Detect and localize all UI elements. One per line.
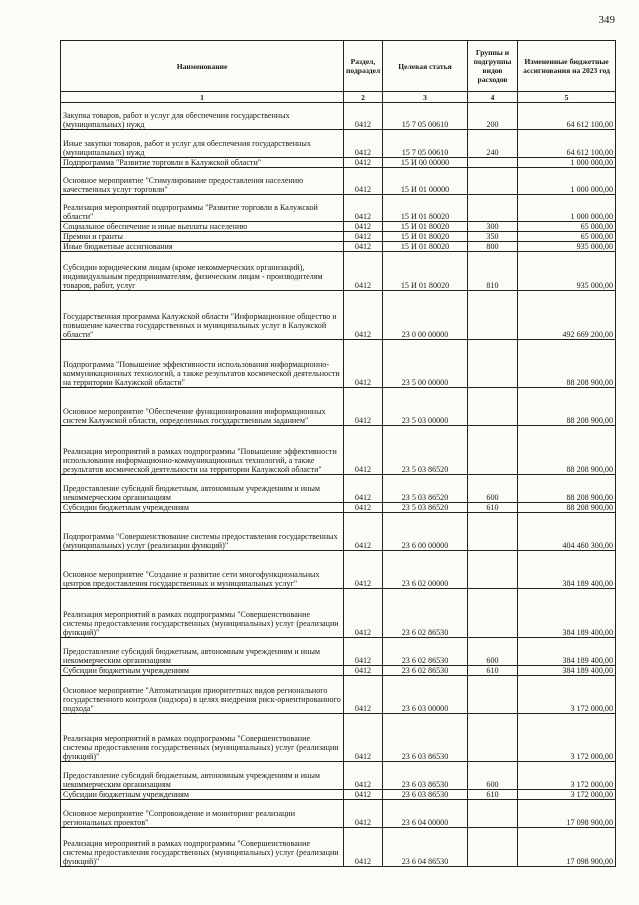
row-section: 0412 <box>344 291 383 340</box>
row-name: Предоставление субсидий бюджетным, автономным учреждениям и иным некоммерческим организациям <box>61 475 344 503</box>
row-expense-group <box>468 291 518 340</box>
row-amount: 384 189 400,00 <box>518 638 616 666</box>
row-name: Основное мероприятие "Сопровождение и мониторинг реализации региональных проектов" <box>61 800 344 828</box>
row-name: Основное мероприятие "Стимулирование предоставления населению качественных услуг торговли" <box>61 168 344 195</box>
column-number: 2 <box>344 92 383 103</box>
row-name: Субсидии бюджетным учреждениям <box>61 503 344 513</box>
header-amount: Измененные бюджетные ассигнования на 2023 год <box>518 41 616 92</box>
row-expense-group <box>468 158 518 168</box>
row-name: Основное мероприятие "Создание и развитие сети многофункциональных центров предоставления государственных и муниципальных услуг" <box>61 551 344 589</box>
row-target-article: 15 7 05 00610 <box>383 103 468 130</box>
header-name: Наименование <box>61 41 344 92</box>
row-name: Подпрограмма "Совершенствование системы предоставления государственных (муниципальных) услуг (реализации функций)" <box>61 513 344 551</box>
table-row <box>61 676 616 714</box>
row-section: 0412 <box>344 232 383 242</box>
header-group: Группы и подгруппы видов расходов <box>468 41 518 92</box>
column-number: 5 <box>518 92 616 103</box>
row-name: Реализация мероприятий в рамках подпрограммы "Совершенствование системы предоставления государственных (муниципальных) услуг (реализации функций)" <box>61 714 344 762</box>
row-target-article: 15 И 01 80020 <box>383 252 468 291</box>
table-row <box>61 503 616 513</box>
row-name: Социальное обеспечение и иные выплаты населению <box>61 222 344 232</box>
row-target-article: 23 5 03 86520 <box>383 475 468 503</box>
row-expense-group: 610 <box>468 503 518 513</box>
row-expense-group: 810 <box>468 252 518 291</box>
row-section: 0412 <box>344 800 383 828</box>
row-expense-group <box>468 168 518 195</box>
row-target-article: 23 6 03 86530 <box>383 714 468 762</box>
row-expense-group <box>468 388 518 426</box>
column-number: 1 <box>61 92 344 103</box>
row-expense-group: 300 <box>468 222 518 232</box>
table-row <box>61 589 616 638</box>
budget-table <box>60 40 616 867</box>
row-name: Подпрограмма "Развитие торговли в Калужской области" <box>61 158 344 168</box>
row-section: 0412 <box>344 388 383 426</box>
table-row <box>61 232 616 242</box>
table-row <box>61 638 616 666</box>
row-target-article: 15 И 01 80020 <box>383 232 468 242</box>
row-name: Реализация мероприятий подпрограммы "Развитие торговли в Калужской области" <box>61 195 344 222</box>
row-target-article: 23 6 02 00000 <box>383 551 468 589</box>
row-section: 0412 <box>344 252 383 291</box>
row-expense-group <box>468 513 518 551</box>
row-target-article: 23 6 03 86530 <box>383 790 468 800</box>
row-target-article: 23 6 03 86530 <box>383 762 468 790</box>
row-section: 0412 <box>344 222 383 232</box>
row-name: Иные бюджетные ассигнования <box>61 242 344 252</box>
table-row <box>61 242 616 252</box>
row-name: Реализация мероприятий в рамках подпрограммы "Совершенствование системы предоставления государственных (муниципальных) услуг (реализации функций)" <box>61 589 344 638</box>
row-amount: 88 208 900,00 <box>518 503 616 513</box>
row-section: 0412 <box>344 828 383 867</box>
row-amount: 384 189 400,00 <box>518 666 616 676</box>
row-section: 0412 <box>344 714 383 762</box>
table-row <box>61 158 616 168</box>
row-name: Субсидии юридическим лицам (кроме некоммерческих организаций), индивидуальным предпринимателям, физическим лицам - производителям товаров, работ, услуг <box>61 252 344 291</box>
row-section: 0412 <box>344 475 383 503</box>
row-expense-group: 350 <box>468 232 518 242</box>
row-amount: 64 612 100,00 <box>518 130 616 158</box>
row-target-article: 23 6 04 86530 <box>383 828 468 867</box>
table-row <box>61 790 616 800</box>
table-row <box>61 762 616 790</box>
row-expense-group: 600 <box>468 638 518 666</box>
row-amount: 384 189 400,00 <box>518 551 616 589</box>
page-number: 349 <box>598 14 615 26</box>
row-target-article: 15 И 01 80020 <box>383 222 468 232</box>
row-amount: 492 669 200,00 <box>518 291 616 340</box>
column-numbers-row <box>61 92 616 103</box>
table-row <box>61 222 616 232</box>
row-section: 0412 <box>344 242 383 252</box>
row-expense-group: 600 <box>468 762 518 790</box>
table-row <box>61 426 616 475</box>
row-section: 0412 <box>344 195 383 222</box>
row-amount: 935 000,00 <box>518 252 616 291</box>
row-name: Реализация мероприятий в рамках подпрограммы "Совершенствование системы предоставления государственных (муниципальных) услуг (реализации функций)" <box>61 828 344 867</box>
row-amount: 1 000 000,00 <box>518 168 616 195</box>
row-amount: 935 000,00 <box>518 242 616 252</box>
row-name: Субсидии бюджетным учреждениям <box>61 790 344 800</box>
row-expense-group: 240 <box>468 130 518 158</box>
row-amount: 65 000,00 <box>518 222 616 232</box>
row-section: 0412 <box>344 130 383 158</box>
row-expense-group <box>468 828 518 867</box>
row-section: 0412 <box>344 103 383 130</box>
column-number: 4 <box>468 92 518 103</box>
row-amount: 3 172 000,00 <box>518 714 616 762</box>
row-section: 0412 <box>344 638 383 666</box>
row-target-article: 15 И 01 80020 <box>383 242 468 252</box>
row-name: Реализация мероприятий в рамках подпрограммы "Повышение эффективности использования информационно-коммуникационных технологий, а также результатов космической деятельности на территории Калужской области" <box>61 426 344 475</box>
table-row <box>61 103 616 130</box>
row-target-article: 23 6 00 00000 <box>383 513 468 551</box>
row-amount: 3 172 000,00 <box>518 790 616 800</box>
row-target-article: 15 7 05 00610 <box>383 130 468 158</box>
row-section: 0412 <box>344 666 383 676</box>
row-expense-group: 600 <box>468 475 518 503</box>
row-expense-group: 610 <box>468 666 518 676</box>
row-target-article: 15 И 00 00000 <box>383 158 468 168</box>
row-name: Государственная программа Калужской области "Информационное общество и повышение качества государственных и муниципальных услуг в Калужской области" <box>61 291 344 340</box>
row-target-article: 23 5 00 00000 <box>383 340 468 388</box>
row-amount: 384 189 400,00 <box>518 589 616 638</box>
row-name: Предоставление субсидий бюджетным, автономным учреждениям и иным некоммерческим организациям <box>61 762 344 790</box>
table-row <box>61 513 616 551</box>
row-section: 0412 <box>344 790 383 800</box>
row-expense-group <box>468 340 518 388</box>
row-amount: 88 208 900,00 <box>518 340 616 388</box>
row-name: Премии и гранты <box>61 232 344 242</box>
table-row <box>61 828 616 867</box>
row-target-article: 23 6 04 00000 <box>383 800 468 828</box>
table-row <box>61 388 616 426</box>
row-target-article: 23 0 00 00000 <box>383 291 468 340</box>
row-expense-group <box>468 676 518 714</box>
table-row <box>61 340 616 388</box>
table-row <box>61 714 616 762</box>
row-section: 0412 <box>344 426 383 475</box>
row-amount: 88 208 900,00 <box>518 388 616 426</box>
header-target: Целевая статья <box>383 41 468 92</box>
table-row <box>61 291 616 340</box>
table-row <box>61 551 616 589</box>
row-amount: 65 000,00 <box>518 232 616 242</box>
row-name: Основное мероприятие "Обеспечение функционирования информационных систем Калужской области, определенных государственным заданием" <box>61 388 344 426</box>
table-header-row <box>61 41 616 92</box>
row-amount: 88 208 900,00 <box>518 426 616 475</box>
table-row <box>61 195 616 222</box>
table-row <box>61 475 616 503</box>
row-expense-group <box>468 800 518 828</box>
row-section: 0412 <box>344 503 383 513</box>
row-amount: 64 612 100,00 <box>518 103 616 130</box>
row-expense-group: 800 <box>468 242 518 252</box>
row-name: Подпрограмма "Повышение эффективности использования информационно-коммуникационных технологий, а также результатов космической деятельности на территории Калужской области" <box>61 340 344 388</box>
table-row <box>61 168 616 195</box>
row-section: 0412 <box>344 340 383 388</box>
row-name: Закупка товаров, работ и услуг для обеспечения государственных (муниципальных) нужд <box>61 103 344 130</box>
row-expense-group <box>468 551 518 589</box>
row-expense-group: 200 <box>468 103 518 130</box>
row-name: Иные закупки товаров, работ и услуг для обеспечения государственных (муниципальных) нужд <box>61 130 344 158</box>
row-section: 0412 <box>344 513 383 551</box>
row-expense-group: 610 <box>468 790 518 800</box>
table-row <box>61 666 616 676</box>
row-section: 0412 <box>344 158 383 168</box>
row-amount: 88 208 900,00 <box>518 475 616 503</box>
row-name: Основное мероприятие "Автоматизация приоритетных видов регионального государственного контроля (надзора) в целях внедрения риск-ориентированного подхода" <box>61 676 344 714</box>
row-target-article: 23 5 03 86520 <box>383 426 468 475</box>
row-section: 0412 <box>344 676 383 714</box>
row-amount: 3 172 000,00 <box>518 762 616 790</box>
row-expense-group <box>468 195 518 222</box>
row-amount: 17 098 900,00 <box>518 828 616 867</box>
row-target-article: 23 6 02 86530 <box>383 638 468 666</box>
row-target-article: 23 6 03 00000 <box>383 676 468 714</box>
row-target-article: 15 И 01 00000 <box>383 168 468 195</box>
table-row <box>61 800 616 828</box>
row-name: Предоставление субсидий бюджетным, автономным учреждениям и иным некоммерческим организациям <box>61 638 344 666</box>
row-target-article: 23 6 02 86530 <box>383 589 468 638</box>
table-row <box>61 252 616 291</box>
row-target-article: 23 6 02 86530 <box>383 666 468 676</box>
row-section: 0412 <box>344 168 383 195</box>
row-amount: 404 460 300,00 <box>518 513 616 551</box>
row-target-article: 15 И 01 80020 <box>383 195 468 222</box>
row-amount: 1 000 000,00 <box>518 158 616 168</box>
row-amount: 17 098 900,00 <box>518 800 616 828</box>
row-section: 0412 <box>344 589 383 638</box>
row-amount: 1 000 000,00 <box>518 195 616 222</box>
row-expense-group <box>468 426 518 475</box>
table-row <box>61 130 616 158</box>
column-number: 3 <box>383 92 468 103</box>
header-section: Раздел, подраздел <box>344 41 383 92</box>
table-body <box>61 103 616 867</box>
row-section: 0412 <box>344 551 383 589</box>
row-section: 0412 <box>344 762 383 790</box>
row-target-article: 23 5 03 86520 <box>383 503 468 513</box>
row-expense-group <box>468 589 518 638</box>
row-amount: 3 172 000,00 <box>518 676 616 714</box>
row-target-article: 23 5 03 00000 <box>383 388 468 426</box>
row-expense-group <box>468 714 518 762</box>
row-name: Субсидии бюджетным учреждениям <box>61 666 344 676</box>
